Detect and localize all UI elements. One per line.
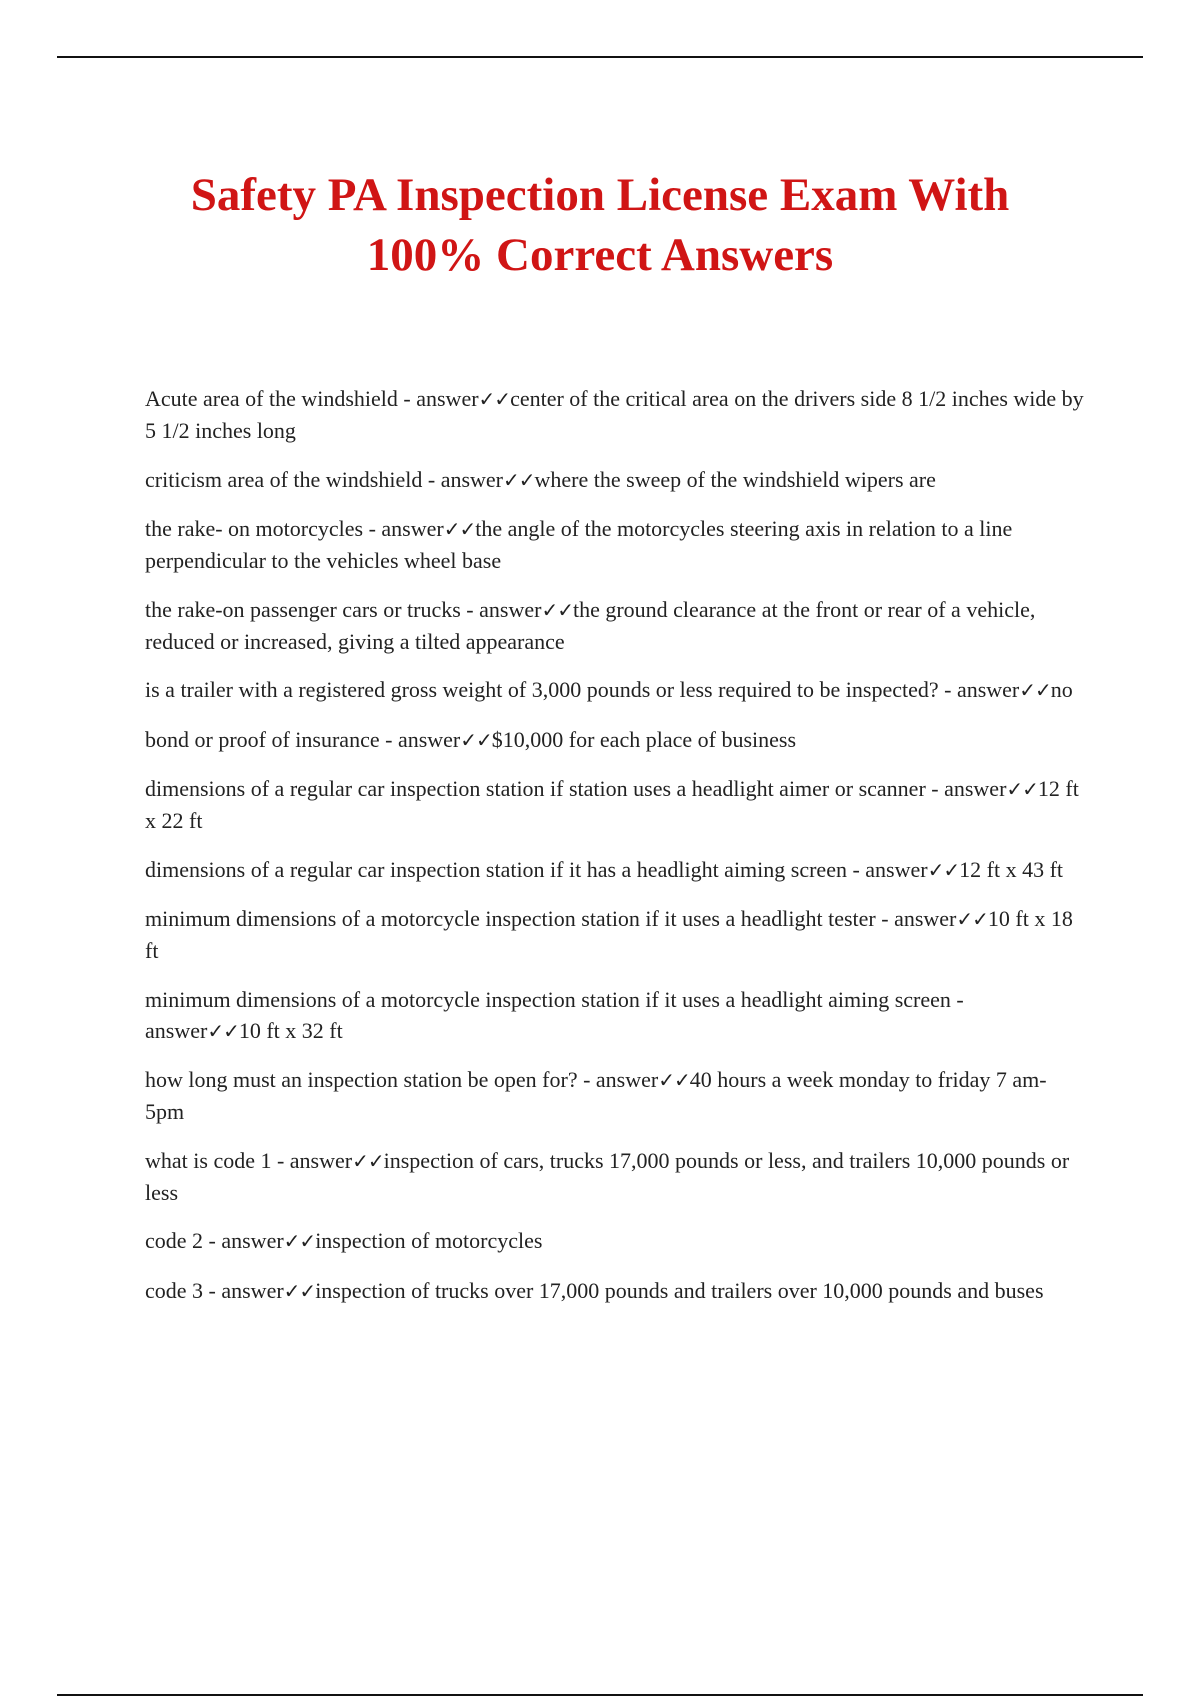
question-text: criticism area of the windshield - [145,466,441,492]
answer-marker: answer [956,677,1020,702]
answer-text: inspection of cars, trucks 17,000 pounds or less, and trailers 10,000 pounds or less [145,1147,1070,1205]
question-text: bond or proof of insurance - [145,726,398,752]
answer-text: the ground clearance at the front or rear of a vehicle, reduced or increased, giving a tilted appearance [145,596,1036,654]
question-text: minimum dimensions of a motorcycle inspection station if it uses a headlight aiming screen - [145,986,964,1012]
qa-item [145,1275,1085,1307]
title-line-1: Safety PA Inspection License Exam With [190,169,1010,221]
qa-item [145,903,1085,966]
double-check-icon: ✓✓ [460,727,492,752]
answer-text: center of the critical area on the drivers side 8 1/2 inches wide by 5 1/2 inches long [145,386,1084,443]
answer-text: 12 ft x 22 ft [145,776,1079,833]
answer-marker: answer [221,1228,284,1253]
question-text: dimensions of a regular car inspection station if station uses a headlight aimer or scanner - [145,776,945,801]
question-text: the rake- on motorcycles - [145,516,382,541]
answer-text: 10 ft x 32 ft [238,1017,343,1043]
double-check-icon: ✓✓ [207,1018,239,1043]
answer-marker: answer [894,906,957,931]
qa-item [145,724,1085,756]
qa-item [145,773,1085,836]
qa-item [145,674,1085,706]
qa-item [145,464,1085,496]
question-text: Acute area of the windshield - [145,386,417,411]
question-text: how long must an inspection station be open for? - [145,1067,596,1092]
double-check-icon: ✓✓ [283,1278,316,1303]
answer-marker: answer [416,386,479,411]
question-text: the rake-on passenger cars or trucks - [145,596,480,622]
answer-marker: answer [595,1067,659,1092]
double-check-icon: ✓✓ [956,907,988,931]
answer-text: 10 ft x 18 ft [145,906,1073,963]
qa-item [145,1064,1085,1127]
answer-text: $10,000 for each place of business [491,726,797,752]
answer-marker: answer [944,776,1007,801]
qa-item [145,854,1085,886]
answer-text: 40 hours a week monday to friday 7 am- 5pm [145,1067,1047,1124]
qa-list [145,383,1085,1324]
double-check-icon: ✓✓ [1019,678,1051,702]
answer-text: inspection of motorcycles [315,1228,543,1253]
qa-item [145,513,1085,576]
answer-text: no [1050,677,1073,702]
answer-marker: answer [479,596,542,622]
title-line-2: 100% Correct Answers [366,229,834,281]
page-title [100,165,1100,285]
qa-item [145,383,1085,446]
double-check-icon: ✓✓ [541,597,573,622]
answer-marker: answer [440,466,503,492]
answer-marker: answer [865,856,928,882]
double-check-icon: ✓✓ [1006,777,1038,801]
double-check-icon: ✓✓ [503,467,535,492]
answer-text: inspection of trucks over 17,000 pounds and trailers over 10,000 pounds and buses [315,1277,1044,1303]
answer-marker: answer [221,1277,284,1303]
answer-marker: answer [397,726,461,752]
question-text: code 3 - [145,1277,222,1303]
question-text: code 2 - [145,1228,222,1253]
qa-item [145,1225,1085,1257]
double-check-icon: ✓✓ [443,517,476,541]
double-check-icon: ✓✓ [658,1068,690,1092]
qa-item [145,594,1085,657]
answer-text: 12 ft x 43 ft [959,856,1064,882]
answer-text: where the sweep of the windshield wipers are [534,466,936,492]
qa-item [145,984,1085,1047]
answer-text: the angle of the motorcycles steering axis in relation to a line perpendicular to the vehicles wheel base [145,516,1013,573]
double-check-icon: ✓✓ [283,1229,316,1253]
double-check-icon: ✓✓ [927,857,960,882]
top-rule [57,56,1143,58]
double-check-icon: ✓✓ [478,387,511,411]
double-check-icon: ✓✓ [352,1148,384,1173]
answer-marker: answer [381,516,444,541]
question-text: what is code 1 - [145,1147,290,1173]
answer-marker: answer [145,1017,208,1043]
question-text: is a trailer with a registered gross weight of 3,000 pounds or less required to be inspected? - [145,677,957,702]
qa-item [145,1145,1085,1208]
question-text: dimensions of a regular car inspection station if it has a headlight aiming screen - [145,856,866,882]
question-text: minimum dimensions of a motorcycle inspection station if it uses a headlight tester - [145,906,895,931]
bottom-rule [57,1694,1143,1696]
answer-marker: answer [289,1147,353,1173]
